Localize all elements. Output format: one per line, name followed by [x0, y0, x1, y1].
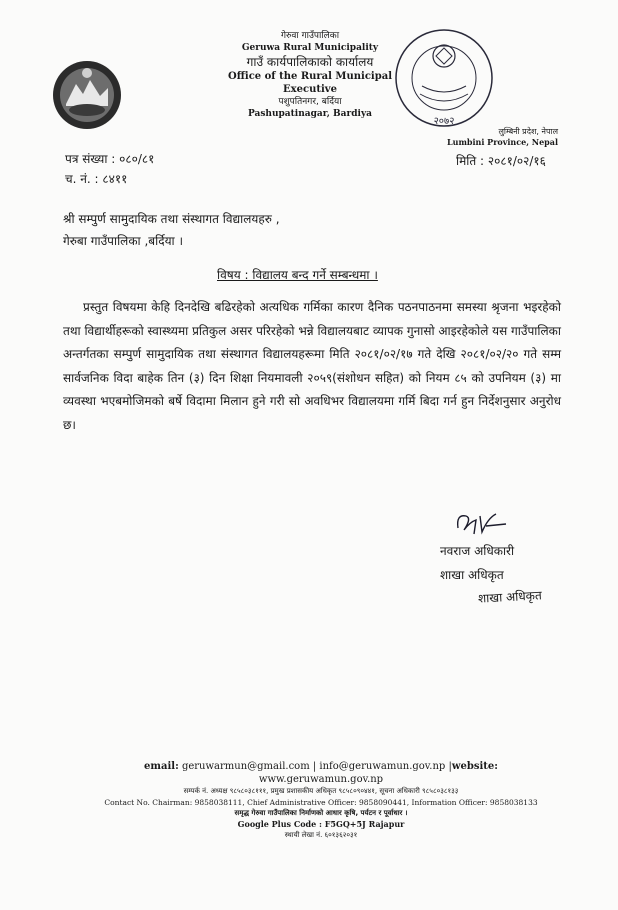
email-address[interactable]: geruwarmun@gmail.com [181, 761, 310, 772]
letter-date: मिति : २०८१/०२/१६ [456, 154, 546, 168]
letter-body [63, 296, 561, 437]
office-name-en: Office of the Rural Municipal Executive [227, 71, 392, 95]
signature-icon [452, 508, 512, 538]
address-np: पशुपतिनगर, बर्दिया [278, 97, 342, 107]
chalani-number: च. नं. : ८४११ [65, 172, 128, 186]
recipient-line-1: श्री सम्पुर्ण सामुदायिक तथा संस्थागत विद्यालयहरु , [63, 212, 280, 226]
contacts-en: Contact No. Chairman: 9858038111, Chief Administrative Officer: 9858090441, Information Officer: 9858038133 [104, 798, 538, 807]
municipality-name-np: गेरुवा गाउँपालिका [280, 31, 340, 41]
province-np: लुम्बिनी प्रदेश, नेपाल [498, 127, 558, 136]
email-address-2[interactable]: info@geruwamun.gov.np [319, 761, 446, 772]
letter-footer [96, 760, 546, 841]
municipality-name-en: Geruwa Rural Municipality [241, 43, 379, 53]
official-stamp-icon [392, 26, 496, 130]
email-label: email: [144, 761, 179, 772]
province-block [447, 126, 558, 147]
plus-code: Google Plus Code : F5GQ+5J Rajapur [237, 819, 405, 829]
website-label: website: [451, 761, 498, 772]
footer-contact-line: email: geruwarmun@gmail.com | info@geruwamun.gov.np |website: www.geruwamun.gov.np [144, 761, 498, 785]
body-paragraph: प्रस्तुत विषयमा केहि दिनदेखि बढिरहेको अत्यधिक गर्मिका कारण दैनिक पठनपाठनमा समस्या श्रृजना भइरहेको तथा विद्यार्थीहरूको स्वास्थ्यमा प्रतिकुल असर परिरहेको भन्ने विद्यालयबाट व्यापक गुनासो आइरहेकोले यस गाउँपालिका अन्तर्गतका सम्पुर्ण सामुदायिक तथा संस्थागत विद्यालयहरूमा मिति २०८१/०२/१७ गते देखि २०८१/०२/२० गते सम्म सार्वजनिक विदा बाहेक तिन (३) दिन शिक्षा नियमावली २०५९(संशोधन सहित) को नियम ८५ को उपनियम (३) मा व्यवस्था भएबमोजिमको बर्षे विदामा मिलान हुने गरी सो अवधिभर विद्यालयमा गर्मि बिदा गर्न हुन निर्देशनुसार अनुरोध छ। [63, 300, 561, 432]
signatory-name: नवराज अधिकारी [440, 544, 515, 558]
signatory-title: शाखा अधिकृत [440, 568, 504, 582]
slogan: समृद्ध गेरुवा गाउँपालिका निर्माणको आधार कृषि, पर्यटन र पूर्वाधार । [234, 809, 408, 817]
province-en: Lumbini Province, Nepal [447, 137, 558, 147]
office-name-np: गाउँ कार्यपालिकाको कार्यालय [246, 55, 374, 69]
contacts-np: सम्पर्क नं. अध्यक्ष ९८५८०३८१११, प्रमुख प्रशासकीय अधिकृत ९८५८०९०४४१, सूचना अधिकारी ९८५८०३८१३३ [183, 787, 459, 795]
patra-sankhya: पत्र संख्या : ०८०/८१ [65, 152, 155, 166]
letterhead [200, 30, 420, 120]
designation-stamp: शाखा अधिकृत [477, 588, 543, 606]
nepal-emblem-icon [50, 58, 124, 132]
subject-line: विषय : विद्यालय बन्द गर्ने सम्बन्धमा । [217, 268, 378, 282]
recipient-line-2: गेरुबा गाउँपालिका ,बर्दिया । [63, 234, 184, 248]
address-en: Pashupatinagar, Bardiya [247, 109, 373, 119]
account-number: स्थायी लेखा नं. ६०१३६२०३१ [284, 831, 358, 839]
website-link[interactable]: www.geruwamun.gov.np [258, 774, 384, 785]
stamp-year: २०७२ [433, 116, 455, 127]
